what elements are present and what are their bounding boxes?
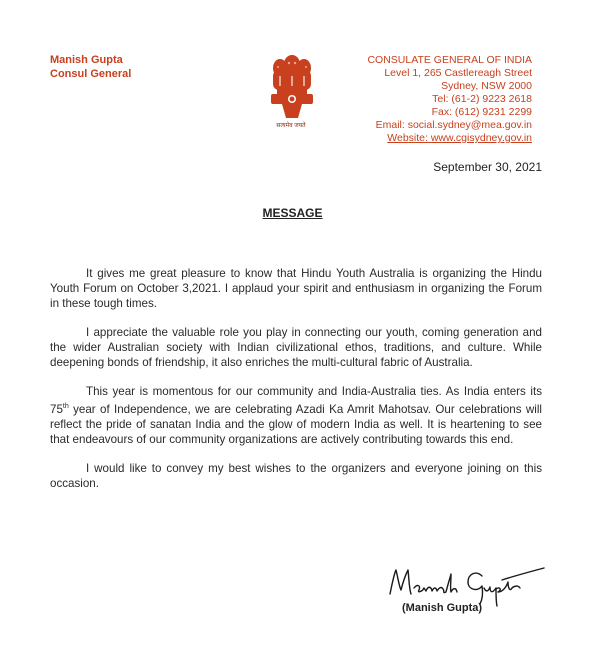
fax: Fax: (612) 9231 2299 bbox=[431, 106, 532, 118]
sender-title: Consul General bbox=[50, 67, 132, 80]
address-line-1: Level 1, 265 Castlereagh Street bbox=[384, 67, 532, 79]
email-link[interactable]: Email: social.sydney@mea.gov.in bbox=[375, 119, 532, 131]
message-body bbox=[50, 266, 542, 505]
signer-printed-name: (Manish Gupta) bbox=[402, 602, 483, 614]
address-line-2: Sydney, NSW 2000 bbox=[441, 80, 532, 92]
letter-date: September 30, 2021 bbox=[433, 160, 542, 174]
paragraph-3-start: This year is momentous for our community and India-Australia ties. As India enters its 75 bbox=[50, 385, 542, 416]
national-emblem-icon bbox=[262, 52, 322, 132]
ordinal-suffix: th bbox=[62, 403, 69, 410]
website-link[interactable]: Website: www.cgisydney.gov.in bbox=[387, 132, 532, 144]
paragraph-4: I would like to convey my best wishes to the organizers and everyone joining on this occasion. bbox=[50, 461, 542, 490]
emblem-motto: सत्यमेव जयते bbox=[276, 123, 306, 129]
paragraph-1: It gives me great pleasure to know that Hindu Youth Australia is organizing the Hindu Youth Forum on October 3,2021. I applaud your spirit and enthusiasm in organizing the Forum in these tough times. bbox=[50, 267, 542, 310]
message-title: MESSAGE bbox=[262, 206, 323, 220]
paragraph-3 bbox=[50, 384, 542, 447]
consulate-name: CONSULATE GENERAL OF INDIA bbox=[367, 54, 532, 66]
handwritten-signature bbox=[384, 558, 554, 608]
consulate-address-block bbox=[367, 54, 532, 145]
paragraph-3-end: year of Independence, we are celebrating Azadi Ka Amrit Mahotsav. Our celebrations will reflect the pride of sanatan India and the glow of modern India as well. It is heartening to see that endeavours of our community organizations are actively contributing towards this end. bbox=[50, 402, 542, 446]
telephone: Tel: (61-2) 9223 2618 bbox=[432, 93, 532, 105]
sender-block bbox=[50, 54, 131, 81]
paragraph-2: I appreciate the valuable role you play in connecting our youth, coming generation and the wider Australian society with Indian civilizational ethos, traditions, and culture. While deepening bonds of friendship, it also enriches the multi-cultural fabric of Australia. bbox=[50, 326, 542, 369]
sender-name: Manish Gupta bbox=[50, 54, 123, 66]
